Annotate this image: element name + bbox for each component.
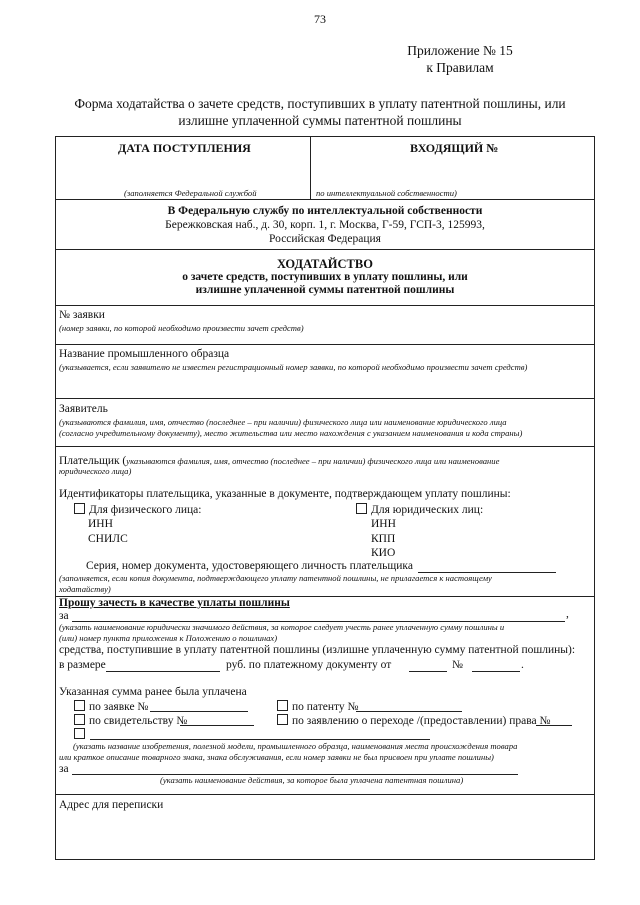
request-comma: ,	[566, 608, 569, 620]
amount-prefix: в размере	[59, 659, 106, 671]
by-patent-checkbox[interactable]	[277, 700, 288, 711]
amount-period: .	[521, 659, 524, 671]
appendix-line2: к Правилам	[426, 60, 494, 75]
fill-note-left: (заполняется Федеральной службой	[124, 188, 257, 198]
petition-line2: излишне уплаченной суммы патентной пошлины	[195, 284, 455, 296]
other-row[interactable]	[74, 728, 89, 741]
payer-ids-label: Идентификаторы плательщика, указанные в документе, подтверждающем уплату пошлины:	[59, 488, 511, 500]
by-application-field[interactable]	[150, 711, 248, 712]
page-number: 73	[314, 12, 326, 26]
payment-number-field[interactable]	[472, 671, 520, 672]
request-heading: Прошу зачесть в качестве уплаты пошлины	[59, 597, 290, 609]
by-certificate-label: по свидетельству №	[89, 715, 188, 727]
amount-field[interactable]	[106, 671, 220, 672]
by-transfer-row[interactable]	[277, 714, 550, 727]
design-name-label: Название промышленного образца	[59, 348, 230, 360]
payer-hint: указываются фамилия, имя, отчество (последнее – при наличии) физического лица или наименование	[126, 456, 500, 466]
fill-note-right: по интеллектуальной собственности)	[316, 188, 457, 198]
appendix-line1: Приложение № 15	[407, 43, 513, 58]
funds-line: средства, поступившие в уплату патентной пошлины (излишне уплаченную сумму патентной пошлины):	[59, 644, 576, 656]
by-transfer-field[interactable]	[536, 725, 572, 726]
incoming-number-label: ВХОДЯЩИЙ №	[410, 141, 499, 155]
divider	[55, 344, 595, 345]
petition-heading	[55, 258, 595, 297]
payment-date-field[interactable]	[409, 671, 447, 672]
divider	[55, 249, 595, 250]
individual-label: Для физического лица:	[89, 504, 202, 516]
object-hint-line1: (указать название изобретения, полезной модели, промышленного образца, наименования места происхождения товара	[73, 741, 518, 751]
action-name-hint-line2: (или) номер пункта приложения к Положению о пошлинах)	[59, 633, 278, 643]
addressee	[55, 204, 595, 246]
divider	[55, 446, 595, 447]
address-label: Адрес для переписки	[59, 799, 164, 811]
paid-action-hint: (указать наименование действия, за которое была уплачена патентная пошлина)	[160, 775, 464, 785]
legal-entity-label: Для юридических лиц:	[371, 504, 484, 516]
divider	[55, 305, 595, 306]
by-patent-field[interactable]	[356, 711, 462, 712]
by-certificate-row[interactable]	[74, 714, 187, 727]
action-name-hint	[59, 622, 591, 644]
other-field[interactable]	[90, 739, 430, 740]
addressee-line1: В Федеральную службу по интеллектуальной собственности	[167, 205, 483, 217]
by-application-row[interactable]	[74, 700, 148, 713]
legal-inn-label: ИНН	[371, 518, 396, 530]
applicant-hint-line2: (согласно учредительному документу), место жительства или место нахождения с указанием наименования и кода страны)	[59, 428, 523, 438]
snils-label: СНИЛС	[88, 533, 128, 545]
request-za: за	[59, 610, 69, 622]
id-document-hint-line1: (заполняется, если копия документа, подтверждающего уплату патентной пошлины, не прилагается к настоящему	[59, 573, 492, 583]
id-document-hint	[59, 573, 589, 595]
payer-hint-line2: юридического лица)	[59, 466, 132, 476]
form-title-line2: излишне уплаченной суммы патентной пошлины	[178, 113, 462, 128]
individual-checkbox[interactable]	[74, 503, 85, 514]
addressee-line2: Бережковская наб., д. 30, корп. 1, г. Москва, Г-59, ГСП-3, 125993,	[165, 219, 485, 231]
form-title	[40, 95, 600, 129]
form-title-line1: Форма ходатайства о зачете средств, поступивших в уплату патентной пошлины, или	[74, 96, 566, 111]
appendix-label	[380, 42, 540, 76]
id-document-label: Серия, номер документа, удостоверяющего личность плательщика	[86, 560, 413, 572]
paid-za: за	[59, 763, 69, 775]
petition-title: ХОДАТАЙСТВО	[277, 257, 373, 271]
by-transfer-checkbox[interactable]	[277, 714, 288, 725]
application-number-hint: (номер заявки, по которой необходимо произвести зачет средств)	[59, 323, 304, 333]
petition-line1: о зачете средств, поступивших в уплату пошлины, или	[182, 271, 468, 283]
kpp-label: КПП	[371, 533, 396, 545]
legal-entity-checkbox[interactable]	[356, 503, 367, 514]
paid-label: Указанная сумма ранее была уплачена	[59, 686, 247, 698]
applicant-hint-line1: (указываются фамилия, имя, отчество (последнее – при наличии) физического лица или наименование юридического лица	[59, 417, 507, 427]
addressee-line3: Российская Федерация	[269, 233, 381, 245]
object-hint-line2: или краткое описание товарного знака, знака обслуживания, если номер заявки не был присвоен при уплате пошлины)	[59, 752, 494, 762]
by-transfer-label: по заявлению о переходе /(предоставлении) права №	[292, 715, 551, 727]
applicant-hint	[59, 417, 589, 439]
kio-label: КИО	[371, 547, 396, 559]
payer-label: Плательщик (	[59, 455, 127, 467]
application-number-label: № заявки	[59, 309, 105, 321]
individual-checkbox-row[interactable]	[74, 503, 201, 516]
by-application-label: по заявке №	[89, 701, 149, 713]
divider	[55, 199, 595, 200]
payment-no-sign: №	[452, 659, 463, 671]
action-name-hint-line1: (указать наименование юридически значимого действия, за которое следует учесть ранее уплаченную сумму пошлины и	[59, 622, 505, 632]
id-document-hint-line2: ходатайству)	[59, 584, 111, 594]
divider	[55, 794, 595, 795]
amount-mid: руб. по платежному документу от	[226, 659, 392, 671]
header-divider	[310, 136, 311, 199]
object-hint	[59, 741, 591, 763]
by-certificate-checkbox[interactable]	[74, 714, 85, 725]
divider	[55, 398, 595, 399]
by-certificate-field[interactable]	[180, 725, 254, 726]
by-patent-label: по патенту №	[292, 701, 359, 713]
inn-label: ИНН	[88, 518, 113, 530]
date-received-label: ДАТА ПОСТУПЛЕНИЯ	[118, 141, 251, 155]
legal-checkbox-row[interactable]	[356, 503, 483, 516]
other-checkbox[interactable]	[74, 728, 85, 739]
applicant-label: Заявитель	[59, 403, 108, 415]
by-application-checkbox[interactable]	[74, 700, 85, 711]
by-patent-row[interactable]	[277, 700, 359, 713]
design-name-hint: (указывается, если заявителю не известен регистрационный номер заявки, по которой необходимо произвести зачет средств)	[59, 362, 528, 372]
